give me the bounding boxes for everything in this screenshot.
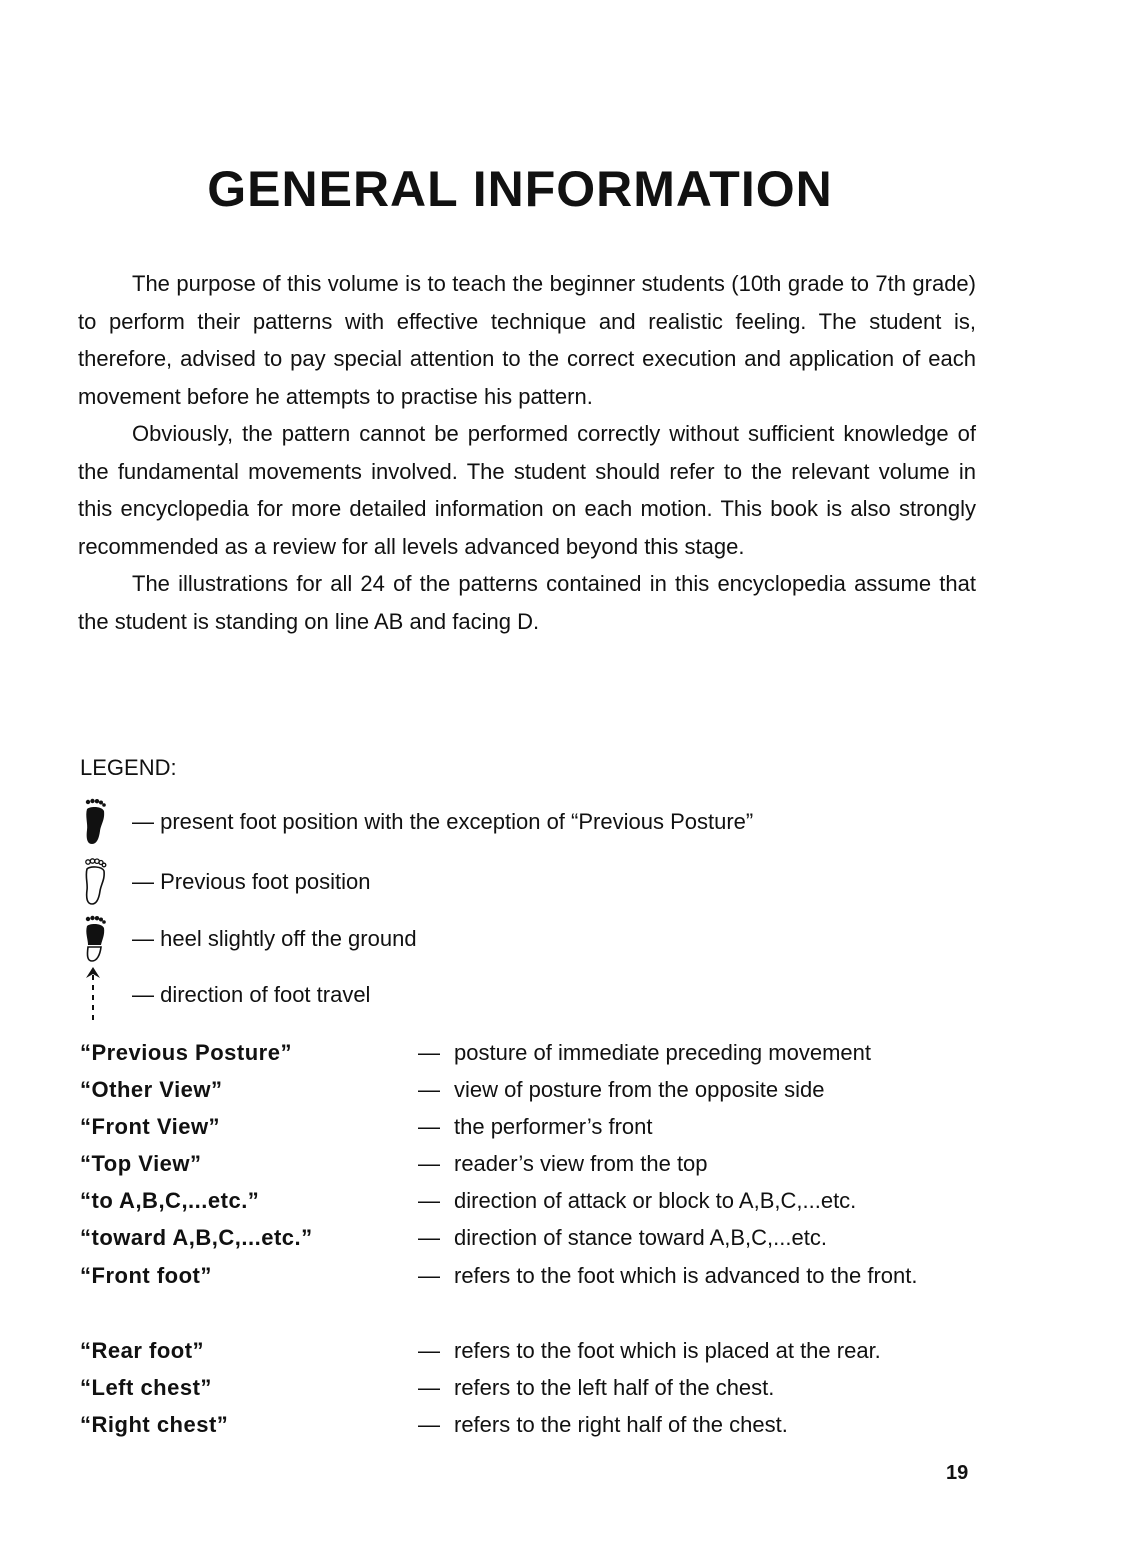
term-dash: — <box>418 1151 440 1176</box>
legend-symbol-text: — Previous foot position <box>132 869 371 894</box>
term-definition: posture of immediate preceding movement <box>454 1040 871 1065</box>
term-label: “Top View” <box>80 1151 202 1176</box>
term-label: “Right chest” <box>80 1412 229 1437</box>
term-definition: refers to the foot which is advanced to the front. <box>454 1263 918 1288</box>
term-definition: view of posture from the opposite side <box>454 1077 825 1102</box>
legend-symbol-text: — present foot position with the exception of “Previous Posture” <box>132 809 754 834</box>
term-definition: direction of stance toward A,B,C,...etc. <box>454 1225 827 1250</box>
term-definition: refers to the foot which is placed at the rear. <box>454 1338 881 1363</box>
legend-symbol-row <box>80 970 370 1020</box>
term-definition: refers to the left half of the chest. <box>454 1375 775 1400</box>
term-label: “to A,B,C,...etc.” <box>80 1188 260 1213</box>
term-dash: — <box>418 1225 440 1250</box>
term-definition: refers to the right half of the chest. <box>454 1412 788 1437</box>
intro-text <box>78 265 976 640</box>
heel-off-ground-icon <box>80 914 120 964</box>
term-definition: reader’s view from the top <box>454 1151 708 1176</box>
legend-symbol-row <box>80 797 753 847</box>
term-dash: — <box>418 1040 440 1065</box>
term-label: “Previous Posture” <box>80 1040 292 1065</box>
paragraph-illustrations: The illustrations for all 24 of the patterns contained in this encyclopedia assume that the student is standing on line AB and facing D. <box>78 571 976 634</box>
term-label: “Front foot” <box>80 1263 212 1288</box>
term-definition: direction of attack or block to A,B,C,...etc. <box>454 1188 857 1213</box>
term-label: “Other View” <box>80 1077 223 1102</box>
term-dash: — <box>418 1077 440 1102</box>
term-label: “toward A,B,C,...etc.” <box>80 1225 313 1250</box>
legend-heading: LEGEND: <box>80 755 177 780</box>
term-dash: — <box>418 1375 440 1400</box>
page-number: 19 <box>946 1462 969 1484</box>
term-dash: — <box>418 1263 440 1288</box>
legend-symbol-row <box>80 857 370 907</box>
term-dash: — <box>418 1188 440 1213</box>
term-definition: the performer’s front <box>454 1114 653 1139</box>
term-label: “Left chest” <box>80 1375 212 1400</box>
term-dash: — <box>418 1114 440 1139</box>
present-foot-icon <box>80 797 120 847</box>
paragraph-purpose: The purpose of this volume is to teach the beginner students (10th grade to 7th grade) to perform their patterns with effective technique and realistic feeling. The student is, therefore, advised to pay special attention to the correct execution and application of each movement before he attempts to practise his pattern. <box>78 271 976 409</box>
legend-symbol-row <box>80 914 417 964</box>
direction-arrow-icon <box>80 970 120 1020</box>
term-dash: — <box>418 1412 440 1437</box>
term-label: “Front View” <box>80 1114 221 1139</box>
page-title: GENERAL INFORMATION <box>207 161 833 217</box>
previous-foot-icon <box>80 857 120 907</box>
legend-symbol-text: — direction of foot travel <box>132 982 371 1007</box>
paragraph-fundamentals: Obviously, the pattern cannot be performed correctly without sufficient knowledge of the fundamental movements involved. The student should refer to the relevant volume in this encyclopedia for more detailed information on each motion. This book is also strongly recommended as a review for all levels advanced beyond this stage. <box>78 421 976 559</box>
term-label: “Rear foot” <box>80 1338 205 1363</box>
term-dash: — <box>418 1338 440 1363</box>
legend-symbol-text: — heel slightly off the ground <box>132 926 417 951</box>
